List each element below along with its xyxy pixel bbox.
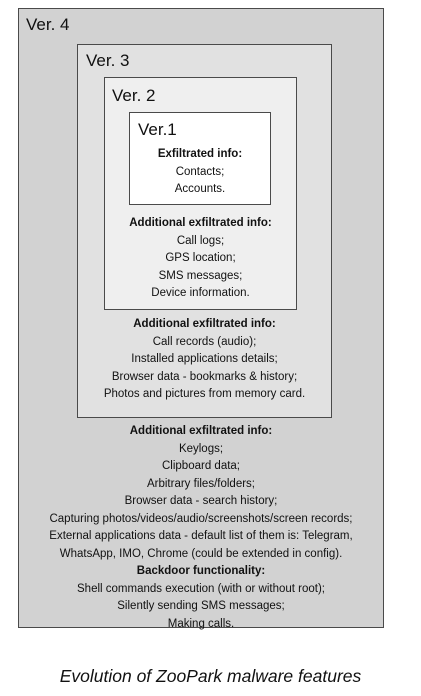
feature-item: Accounts. — [174, 183, 226, 195]
feature-item: Keylogs; — [178, 442, 224, 455]
section-heading: Additional exfiltrated info: — [129, 217, 272, 229]
feature-item: Contacts; — [175, 165, 225, 178]
feature-item: Arbitrary files/folders; — [146, 477, 255, 490]
version-3-label: Ver. 3 — [86, 51, 130, 70]
version-2-label: Ver. 2 — [112, 86, 156, 105]
section-heading: Additional exfiltrated info: — [133, 318, 276, 330]
version-2-features — [104, 215, 297, 303]
feature-item: Browser data - bookmarks & history; — [111, 370, 298, 383]
version-4-features — [18, 423, 384, 633]
feature-item: GPS location; — [165, 252, 236, 264]
version-1-label: Ver.1 — [138, 120, 177, 139]
version-1-features — [129, 146, 271, 199]
version-3-features — [77, 316, 332, 404]
feature-item: Clipboard data; — [162, 460, 240, 472]
feature-item: Photos and pictures from memory card. — [103, 388, 306, 400]
figure-caption: Evolution of ZooPark malware features — [59, 666, 362, 686]
feature-item: Capturing photos/videos/audio/screenshots/screen records; — [49, 512, 353, 525]
feature-item: Device information. — [151, 287, 250, 299]
feature-item: Call logs; — [176, 234, 225, 247]
feature-item: Silently sending SMS messages; — [117, 600, 285, 612]
section-heading: Backdoor functionality: — [136, 565, 266, 577]
feature-item: WhatsApp, IMO, Chrome (could be extended in config). — [59, 547, 343, 560]
feature-item: External applications data - default list of them is: Telegram, — [49, 530, 353, 542]
feature-item: Browser data - search history; — [124, 495, 278, 507]
section-heading: Exfiltrated info: — [157, 148, 243, 160]
version-4-label: Ver. 4 — [26, 15, 70, 34]
feature-item: Making calls. — [167, 617, 235, 630]
feature-item: Call records (audio); — [152, 335, 257, 348]
section-heading: Additional exfiltrated info: — [129, 425, 273, 437]
feature-item: SMS messages; — [158, 269, 243, 282]
feature-item: Shell commands execution (with or without root); — [77, 582, 325, 595]
feature-item: Installed applications details; — [131, 353, 278, 365]
